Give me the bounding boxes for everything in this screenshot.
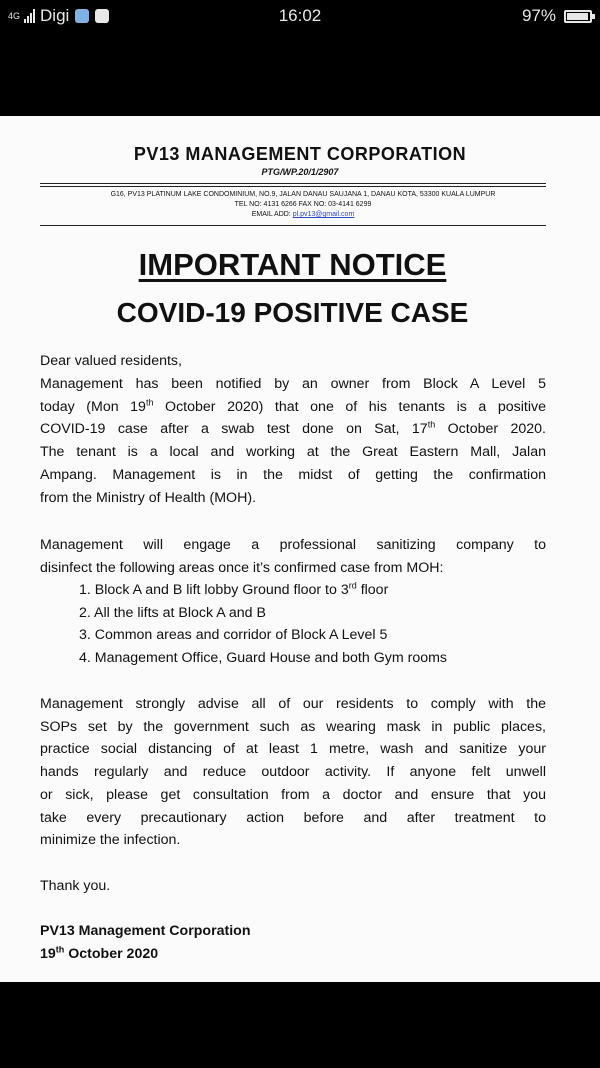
clock: 16:02 [278, 6, 322, 25]
signature-date: 19th October 2020 [40, 943, 159, 962]
paragraph-sanitizing: Management will engage a professional sanitizing company to disinfect the following areas once it’s confirmed case from MOH: [40, 537, 546, 576]
list-item: 4. Management Office, Guard House and both Gym rooms [79, 650, 448, 667]
organization-name: PV13 MANAGEMENT CORPORATION [133, 144, 467, 164]
notice-subheading: COVID-19 POSITIVE CASE [116, 297, 469, 328]
salutation: Dear valued residents, [40, 353, 182, 369]
phone-fax-line: TEL NO: 4131 6266 FAX NO: 03-4141 6299 [234, 201, 372, 208]
status-bar [0, 0, 600, 32]
paragraph-advisory: Management strongly advise all of our residents to comply with the SOPs set by the government such as wearing mask in public places, practice social distancing of at least 1 metre, wash and sanitize your hands regularly and reduce outdoor activity. If anyone felt unwell or sick, please get consultation from a doctor and ensure that you take every precautionary action before and after treatment to minimize the infection. [40, 696, 546, 849]
email-link[interactable]: pl.pv13@gmail.com [292, 211, 355, 218]
email-label: EMAIL ADD: [251, 211, 291, 218]
carrier-name: Digi [40, 6, 70, 25]
list-item: 1. Block A and B lift lobby Ground floor to 3rd floor [79, 580, 389, 598]
network-type: 4G [8, 10, 21, 21]
signatory: PV13 Management Corporation [40, 923, 251, 939]
battery-percent: 97% [521, 6, 556, 25]
address-line: G16, PV13 PLATINUM LAKE CONDOMINIUM, NO.9, JALAN DANAU SAUJANA 1, DANAU KOTA, 53300 KUALA LUMPUR [110, 191, 496, 198]
signature-block [40, 920, 546, 965]
battery-icon [564, 10, 592, 23]
notice-heading: IMPORTANT NOTICE [138, 247, 447, 282]
list-item: 2. All the lifts at Block A and B [79, 604, 266, 621]
header-divider-top [40, 183, 546, 184]
closing: Thank you. [40, 878, 111, 894]
status-right [522, 6, 592, 26]
header-divider-bottom [40, 186, 546, 187]
email-line [60, 210, 546, 220]
list-item: 3. Common areas and corridor of Block A Level 5 [79, 627, 388, 644]
header-divider-lower [40, 225, 546, 226]
paragraph-notification: Management has been notified by an owner from Block A Level 5 today (Mon 19th October 2020) that one of his tenants is a positive COVID-19 case after a swab test done on Sat, 17th October 2020. The tenant is a local and working at the Great Eastern Mall, Jalan Ampang. Management is in the midst of getting the confirmation from the Ministry of Health (MOH). [40, 376, 547, 506]
disinfection-area-list [79, 579, 447, 670]
reference-number: PTG/WP.20/1/2907 [261, 167, 339, 177]
notice-document [0, 116, 600, 982]
